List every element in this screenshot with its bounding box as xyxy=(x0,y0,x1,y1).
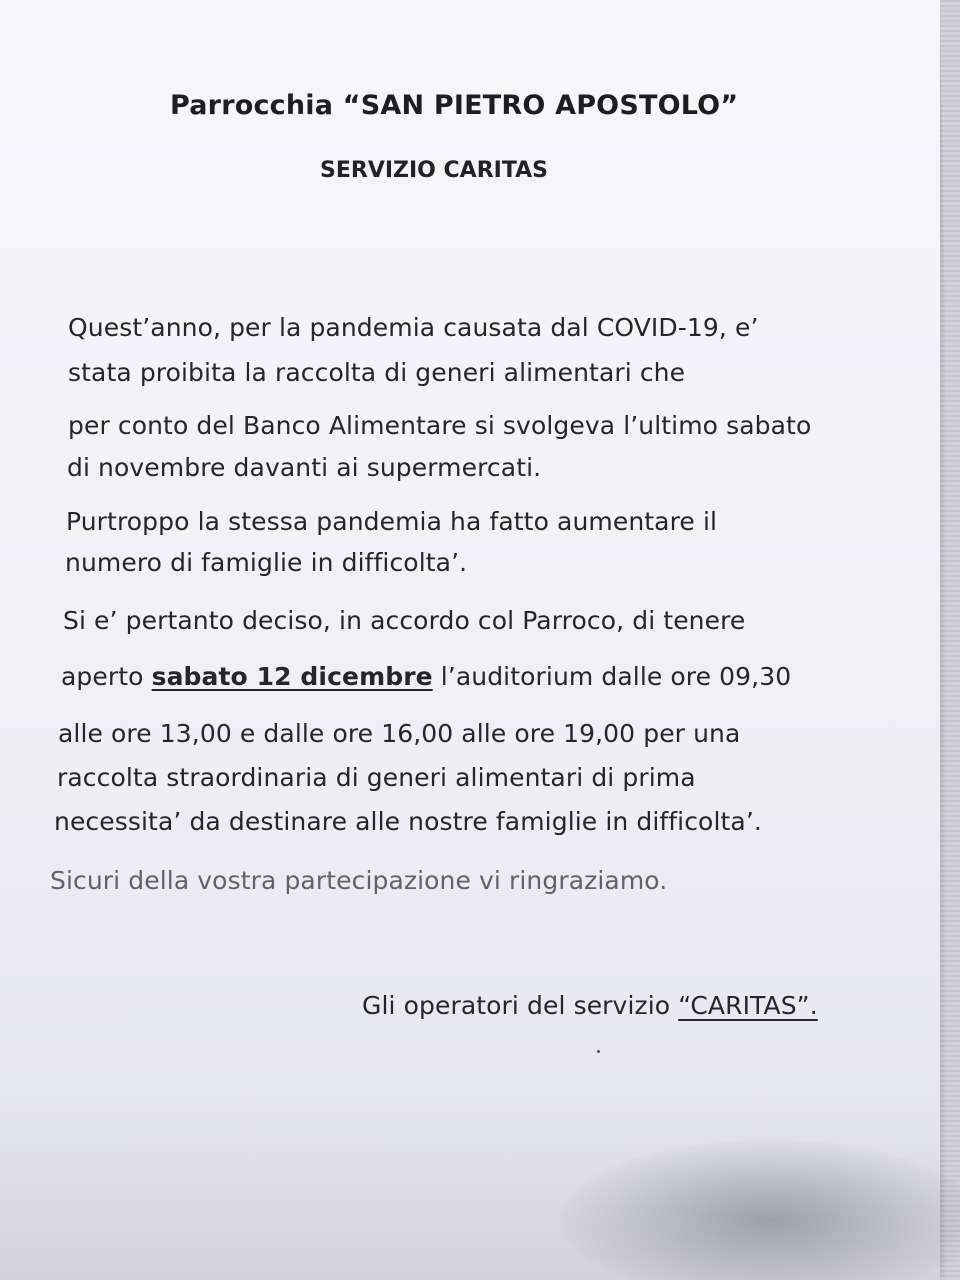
body-line-6: numero di famiglie in difficolta’. xyxy=(65,548,468,577)
paper-speck xyxy=(597,1050,600,1053)
service-subtitle: SERVIZIO CARITAS xyxy=(320,158,548,183)
date-line-after: l’auditorium dalle ore 09,30 xyxy=(432,662,792,691)
body-line-3: per conto del Banco Alimentare si svolgeva l’ultimo sabato xyxy=(68,411,812,440)
body-line-5: Purtroppo la stessa pandemia ha fatto aumentare il xyxy=(66,507,718,536)
signature-prefix: Gli operatori del servizio xyxy=(362,991,679,1020)
body-line-2: stata proibita la raccolta di generi alimentari che xyxy=(68,358,686,387)
signature-name: “CARITAS”. xyxy=(678,991,818,1020)
hours-line: alle ore 13,00 e dalle ore 16,00 alle ore 19,00 per una xyxy=(58,719,741,748)
signature-line xyxy=(362,991,818,1020)
purpose-line: raccolta straordinaria di generi alimentari di prima xyxy=(57,763,696,792)
event-date: sabato 12 dicembre xyxy=(151,662,433,691)
date-line-before: aperto xyxy=(61,662,152,691)
destination-line: necessita’ da destinare alle nostre famiglie in difficolta’. xyxy=(54,807,762,836)
body-line-1: Quest’anno, per la pandemia causata dal COVID-19, e’ xyxy=(68,313,759,342)
closing-line: Sicuri della vostra partecipazione vi ringraziamo. xyxy=(50,866,668,895)
body-line-4: di novembre davanti ai supermercati. xyxy=(67,453,542,482)
body-line-7: Si e’ pertanto deciso, in accordo col Parroco, di tenere xyxy=(63,606,746,635)
date-line xyxy=(61,662,791,691)
parish-title: Parrocchia “SAN PIETRO APOSTOLO” xyxy=(170,90,739,121)
